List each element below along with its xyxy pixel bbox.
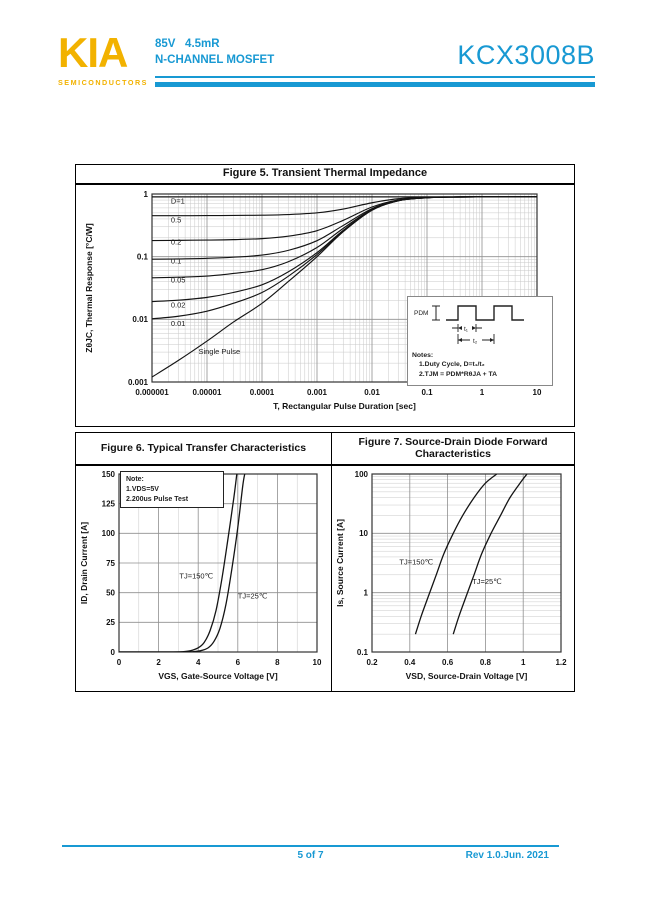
header-rule-thick — [155, 82, 595, 87]
x-axis-title: T, Rectangular Pulse Duration [sec] — [273, 400, 416, 411]
note-line: 2.TJM = PDM*RθJA + TA — [419, 371, 498, 379]
y-axis-title: ID, Drain Current [A] — [79, 521, 89, 605]
svg-text:0.4: 0.4 — [404, 658, 416, 667]
svg-text:1: 1 — [520, 658, 526, 667]
figure6-7-box — [75, 432, 575, 692]
svg-text:100: 100 — [354, 469, 368, 479]
svg-text:150: 150 — [101, 469, 115, 479]
figure5-title: Figure 5. Transient Thermal Impedance — [76, 165, 574, 185]
curve-TJ=150℃ — [415, 474, 496, 634]
svg-text:0.01: 0.01 — [364, 387, 380, 397]
figure7-title — [332, 433, 574, 466]
device-summary — [155, 37, 274, 68]
device-rating: 85V 4.5mR — [155, 38, 220, 50]
pulse-waveform-diagram — [412, 300, 548, 346]
svg-text:4: 4 — [195, 658, 201, 667]
svg-text:0.01: 0.01 — [132, 314, 148, 324]
pdm-label: PDM — [414, 309, 429, 317]
svg-text:6: 6 — [235, 658, 241, 667]
tick-labels — [355, 470, 567, 667]
svg-text:0.1: 0.1 — [421, 387, 433, 397]
svg-text:0.00001: 0.00001 — [192, 387, 222, 397]
figure7-title-line1: Figure 7. Source-Drain Diode Forward — [358, 435, 548, 448]
y-axis-title: Is, Source Current [A] — [335, 519, 345, 607]
figure7-chart — [334, 466, 574, 694]
svg-text:50: 50 — [106, 588, 115, 598]
figure5-box — [75, 164, 575, 427]
t2-label: t₂ — [473, 337, 478, 345]
svg-text:8: 8 — [275, 658, 280, 667]
svg-text:0.6: 0.6 — [442, 658, 454, 667]
svg-text:Single Pulse: Single Pulse — [198, 346, 241, 356]
note-line: 1.VDS=5V — [126, 485, 159, 493]
svg-text:0.1: 0.1 — [356, 647, 368, 657]
revision-label: Rev 1.0.Jun. 2021 — [465, 850, 549, 861]
curve-labels — [179, 571, 267, 600]
svg-text:0: 0 — [116, 658, 122, 667]
x-axis-title: VSD, Source-Drain Voltage [V] — [405, 671, 528, 681]
svg-text:0.2: 0.2 — [170, 237, 182, 247]
svg-text:10: 10 — [312, 658, 322, 667]
svg-text:1: 1 — [479, 387, 485, 397]
pulse-train — [446, 306, 524, 320]
svg-text:10: 10 — [359, 529, 368, 539]
curve-labels — [399, 557, 502, 586]
figure6-title-text: Figure 6. Typical Transfer Characteristics — [100, 441, 307, 454]
header-rule-thin — [155, 76, 595, 78]
svg-text:1: 1 — [143, 189, 148, 199]
y-axis-title: ZθJC, Thermal Response [°C/W] — [84, 222, 94, 353]
figure5-notes — [412, 351, 548, 381]
svg-text:75: 75 — [106, 558, 115, 568]
pulse-definition-inset — [407, 296, 553, 386]
svg-text:0.000001: 0.000001 — [135, 387, 169, 397]
svg-text:0.001: 0.001 — [127, 377, 148, 387]
series-curves — [415, 474, 527, 634]
note-line: 1.Duty Cycle, D=t₁/t₂ — [419, 361, 485, 369]
svg-text:1: 1 — [363, 588, 368, 598]
svg-text:0.0001: 0.0001 — [249, 387, 275, 397]
svg-text:0.8: 0.8 — [479, 658, 491, 667]
svg-text:TJ=25℃: TJ=25℃ — [237, 591, 268, 601]
figure6-note-box — [120, 471, 224, 508]
figure5-chart-area — [76, 185, 574, 432]
svg-text:2: 2 — [156, 658, 161, 667]
notes-heading: Notes: — [412, 351, 434, 359]
svg-text:0.2: 0.2 — [366, 658, 378, 667]
device-type: N-CHANNEL MOSFET — [155, 53, 275, 66]
svg-text:25: 25 — [106, 618, 115, 628]
svg-text:1.2: 1.2 — [555, 658, 567, 667]
logo-subtext: SEMICONDUCTORS — [58, 78, 148, 87]
curve-TJ=25℃ — [453, 474, 527, 634]
logo-text: KIA — [58, 29, 128, 76]
x-axis-title: VGS, Gate-Source Voltage [V] — [158, 671, 278, 681]
part-number: KCX3008B — [457, 40, 595, 70]
svg-text:D=1: D=1 — [170, 196, 185, 206]
svg-text:0.1: 0.1 — [136, 252, 148, 262]
grid-minor — [372, 477, 561, 634]
svg-text:TJ=150℃: TJ=150℃ — [179, 571, 214, 581]
kia-logo — [58, 29, 148, 87]
figure7-panel — [331, 433, 574, 691]
svg-text:TJ=150℃: TJ=150℃ — [399, 557, 434, 567]
figure6-chart-area — [76, 466, 331, 699]
footer-rule — [62, 845, 559, 847]
svg-text:125: 125 — [101, 499, 115, 509]
figure6-title — [76, 433, 331, 466]
svg-text:0.05: 0.05 — [170, 274, 186, 284]
figure6-panel — [76, 433, 331, 691]
svg-text:0.01: 0.01 — [170, 318, 186, 328]
svg-text:100: 100 — [101, 529, 115, 539]
figure7-title-line2: Characteristics — [415, 448, 491, 460]
note-heading: Note: — [126, 476, 144, 483]
svg-text:10: 10 — [532, 387, 542, 397]
svg-text:0: 0 — [110, 647, 115, 657]
note-line: 2.200us Pulse Test — [126, 495, 189, 503]
svg-text:0.1: 0.1 — [170, 256, 182, 266]
t1-label: t₁ — [464, 325, 468, 333]
svg-text:0.001: 0.001 — [306, 387, 328, 397]
svg-text:TJ=25℃: TJ=25℃ — [472, 576, 502, 586]
figure7-chart-area — [332, 466, 574, 699]
svg-text:0.02: 0.02 — [170, 300, 186, 310]
amplitude-arrow — [432, 306, 440, 320]
page-indicator: 5 of 7 — [297, 850, 324, 861]
svg-text:0.5: 0.5 — [170, 215, 182, 225]
